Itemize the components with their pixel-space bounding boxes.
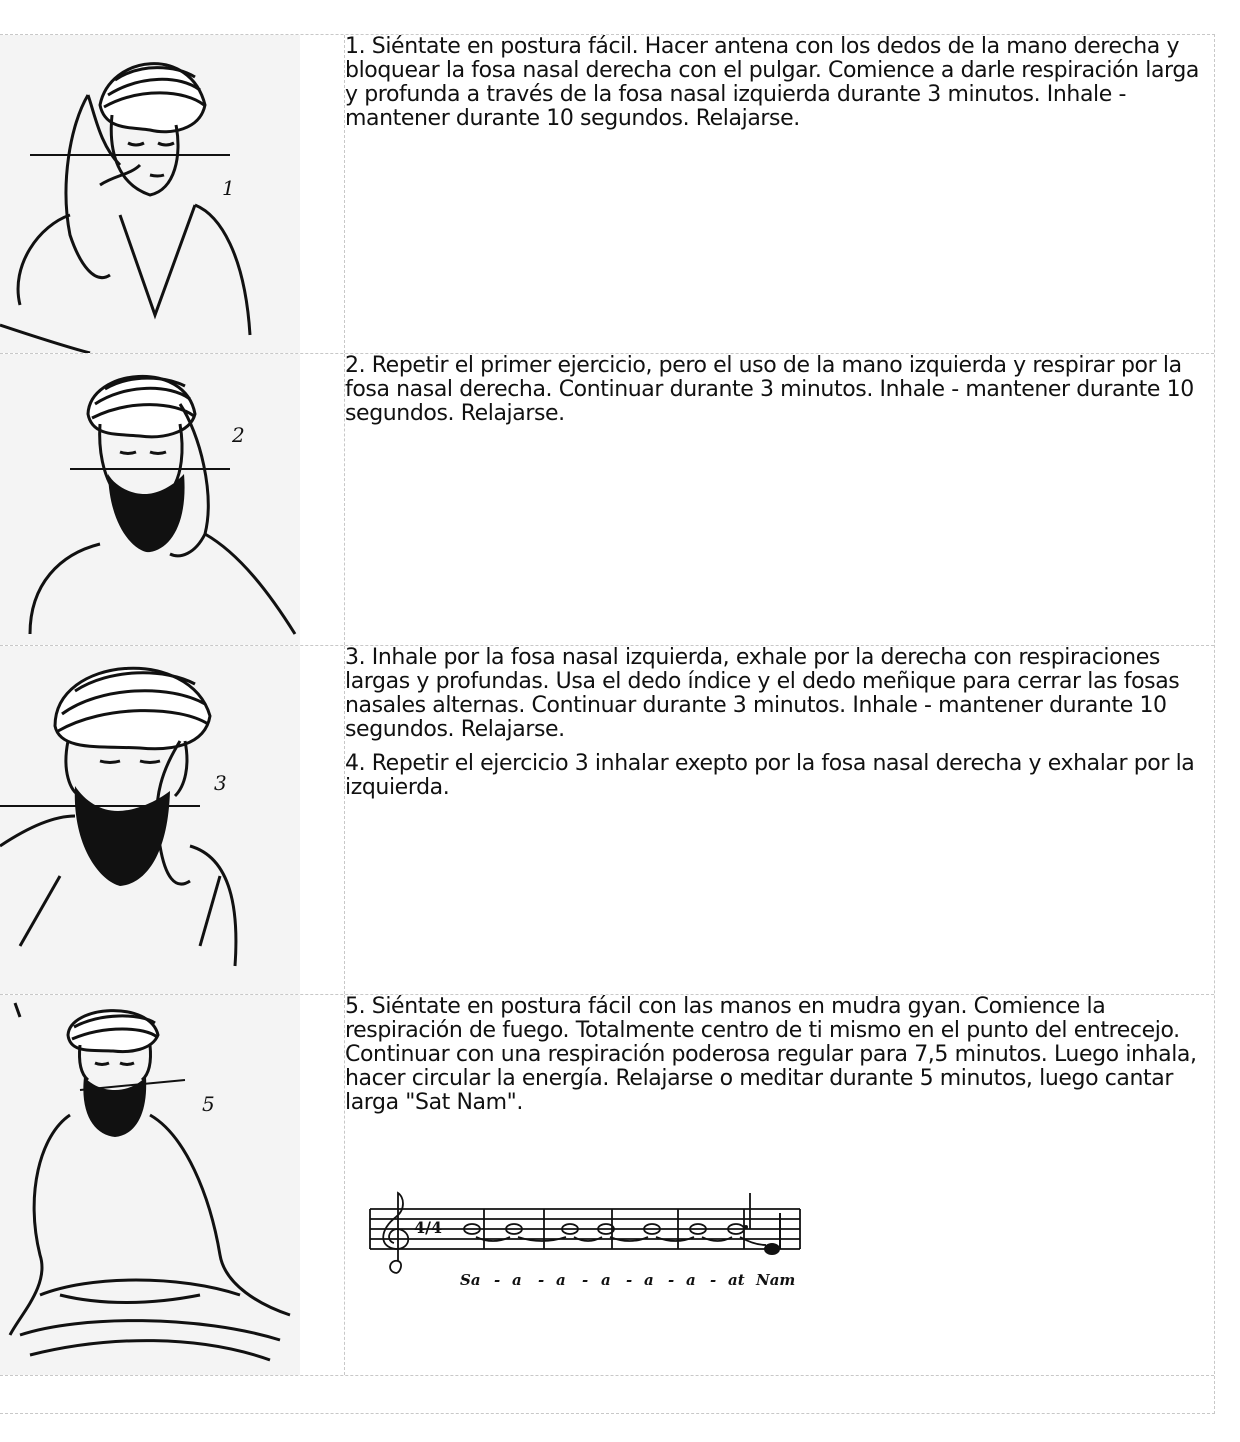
figure-number-1: 1 [222,176,235,200]
chant-syllable: - [626,1271,633,1289]
chant-syllable: a [556,1271,566,1289]
instruction-paragraph-3: 3. Inhale por la fosa nasal izquierda, exhale por la derecha con respiraciones largas y profundas. Usa el dedo índice y el dedo meñique para cerrar las fosas nasales alternas. Continuar durante 3 minutos. Inhale - mantener durante 10 segundos. Relajarse. [345,645,1180,742]
chant-syllable: a [601,1271,611,1289]
chant-syllable: - [710,1271,717,1289]
instruction-text-5 [344,995,1210,1115]
illustration-1 [0,35,345,353]
instruction-paragraph-4: 4. Repetir el ejercicio 3 inhalar exepto por la fosa nasal derecha y exhalar por la izquierda. [345,751,1195,800]
chant-syllable: - [582,1271,589,1289]
figure-number-2: 2 [232,423,245,447]
illustration-5 [0,995,345,1375]
chant-syllable: at [728,1271,745,1289]
chant-syllable: a [686,1271,696,1289]
chant-syllable: - [668,1271,675,1289]
chant-syllable: Sa [460,1271,481,1289]
instruction-text-1 [344,35,1210,131]
time-signature: 4/4 [414,1218,443,1237]
sat-nam-music-staff [356,1183,804,1295]
chant-syllable: - [494,1271,501,1289]
exercise-row-3 [0,646,1214,995]
instruction-paragraph-1: 1. Siéntate en postura fácil. Hacer antena con los dedos de la mano derecha y bloquear la fosa nasal derecha con el pulgar. Comience a darle respiración larga y profunda a través de la fosa nasal izquierda durante 3 minutos. Inhale - mantener durante 10 segundos. Relajarse. [345,34,1199,131]
exercise-row-2 [0,354,1214,646]
chant-syllable: a [644,1271,654,1289]
exercise-sheet [0,34,1215,1414]
exercise-row-4 [0,995,1214,1376]
illustration-3 [0,646,345,994]
illustration-2 [0,354,345,645]
figure-number-5: 5 [202,1092,215,1116]
instruction-paragraph-5: 5. Siéntate en postura fácil con las manos en mudra gyan. Comience la respiración de fuego. Totalmente centro de ti mismo en el punto del entrecejo. Continuar con una respiración poderosa regular para 7,5 minutos. Luego inhala, hacer circular la energía. Relajarse o meditar durante 5 minutos, luego cantar larga "Sat Nam". [345,994,1197,1115]
figure-number-3: 3 [214,771,227,795]
chant-syllable: a [512,1271,522,1289]
instruction-paragraph-2: 2. Repetir el primer ejercicio, pero el uso de la mano izquierda y respirar por la fosa nasal derecha. Continuar durante 3 minutos. Inhale - mantener durante 10 segundos. Relajarse. [345,353,1194,426]
instruction-text-2 [344,354,1210,426]
chant-syllable: - [538,1271,545,1289]
empty-row [0,1376,1214,1413]
chant-syllable: Nam [756,1271,796,1289]
instruction-text-3 [344,646,1210,800]
exercise-row-1 [0,35,1214,354]
